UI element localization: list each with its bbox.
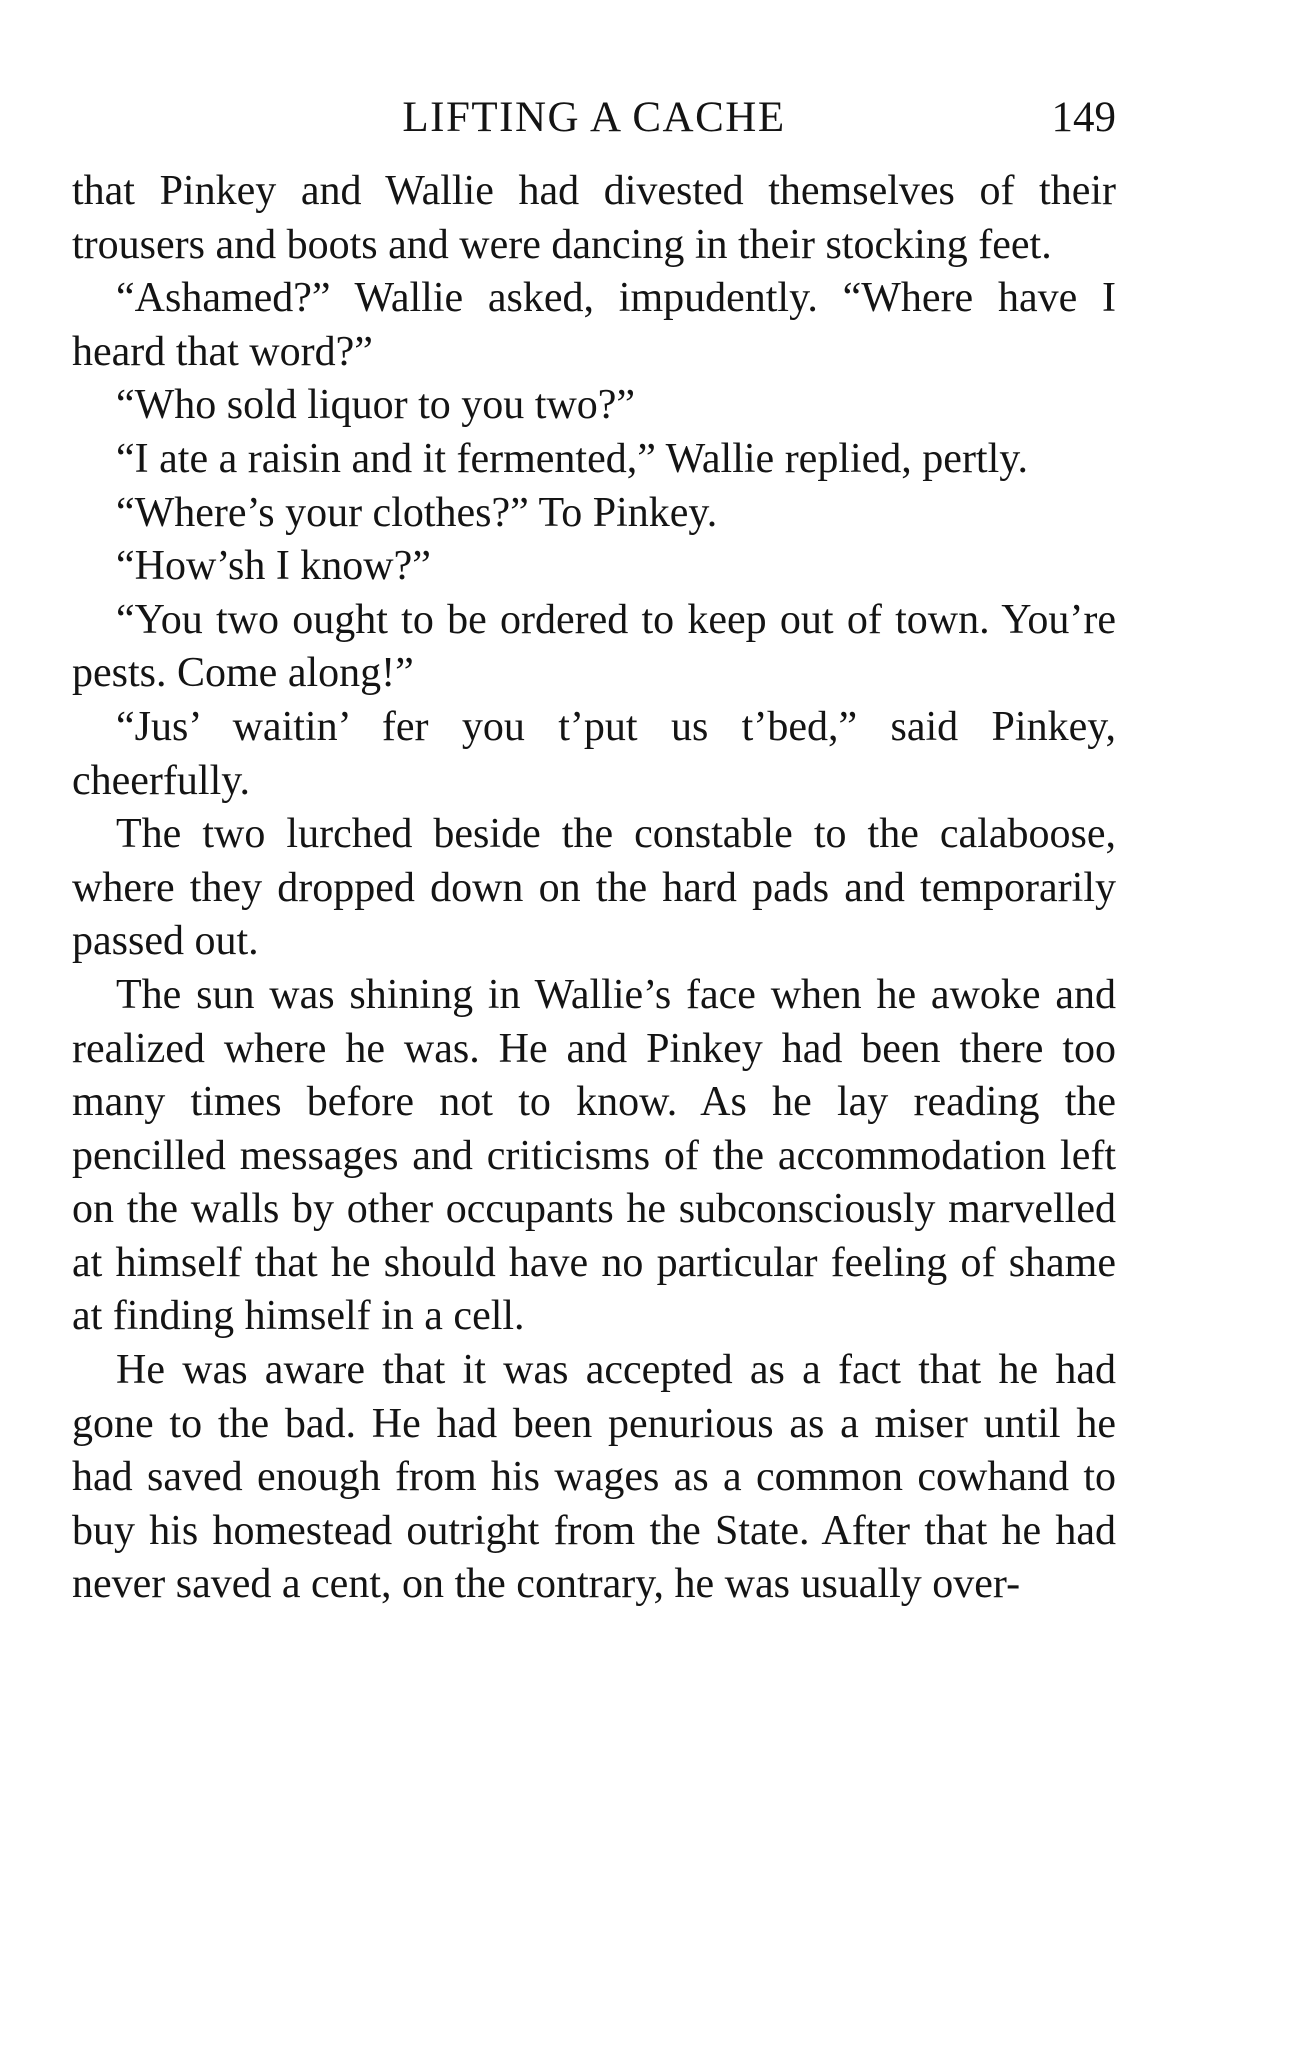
paragraph: “You two ought to be ordered to keep out of town. You’re pests. Come along!” xyxy=(72,596,1116,697)
paragraph: “I ate a raisin and it fermented,” Wallie replied, pertly. xyxy=(116,435,1029,482)
paragraph: The two lurched beside the constable to the calaboose, where they dropped down on the hard pads and temporarily passed out. xyxy=(72,811,1116,965)
running-head xyxy=(72,88,1116,148)
paragraph: “Where’s your clothes?” To Pinkey. xyxy=(116,489,718,536)
body-text xyxy=(72,165,1116,1612)
paragraph: The sun was shining in Wallie’s face when he awoke and realized where he was. He and Pinkey had been there too many times before not to know. As he lay reading the pencilled messages and criticisms of the accommodation left on the walls by other occupants he subconsciously marvelled at himself that he should have no particular feeling of shame at finding himself in a cell. xyxy=(72,971,1116,1340)
paragraph: “Jus’ waitin’ fer you t’put us t’bed,” said Pinkey, cheerfully. xyxy=(72,703,1116,804)
page-number: 149 xyxy=(1051,94,1116,141)
running-title: LIFTING A CACHE xyxy=(402,94,786,141)
paragraph: “Ashamed?” Wallie asked, impudently. “Where have I heard that word?” xyxy=(72,275,1116,375)
paragraph: that Pinkey and Wallie had divested themselves of their trousers and boots and were dancing in their stocking feet. xyxy=(72,168,1116,268)
paragraph: “Who sold liquor to you two?” xyxy=(116,382,636,429)
paragraph: He was aware that it was accepted as a fact that he had gone to the bad. He had been penurious as a miser until he had saved enough from his wages as a common cowhand to buy his homestead outright from the State. After that he had never saved a cent, on the contrary, he was usually over- xyxy=(72,1347,1116,1608)
paragraph: “How’sh I know?” xyxy=(116,543,431,590)
